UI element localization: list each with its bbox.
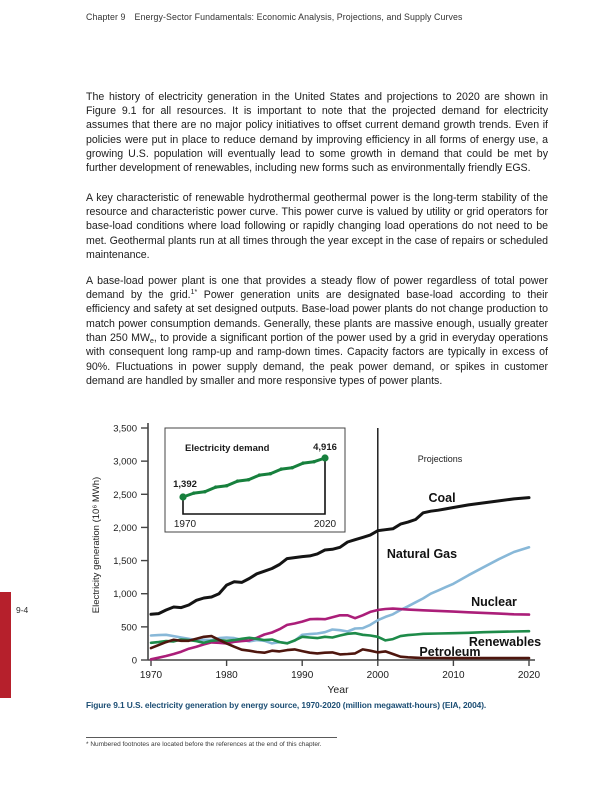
inset-demand-marker [236, 479, 239, 482]
series-label-renewables: Renewables [468, 635, 542, 649]
inset-demand-marker [280, 467, 283, 470]
chapter-header [86, 12, 556, 22]
x-tick-label: 2020 [517, 670, 541, 681]
page-edge-accent-bar [0, 592, 11, 698]
page-number: 9-4 [16, 605, 29, 615]
x-tick-label: 1980 [215, 670, 238, 681]
inset-demand-marker [291, 466, 294, 469]
mw-subscript: e [149, 337, 154, 345]
series-label-nuclear: Nuclear [471, 595, 517, 609]
chapter-number: Chapter 9 [86, 12, 126, 22]
series-label-natural-gas: Natural Gas [386, 547, 458, 561]
paragraph-baseload-text3: , to provide a significant portion of the power used by a grid in everyday operations with consequent long ramp-up and ramp-down times. Capacity factors are typically in excess of 90%. Fluctuations in power supply demand, the peak power demand, or spikes in customer demand are handled by smaller and more responsive types of power plants. [86, 331, 548, 387]
inset-demand-marker [247, 478, 250, 481]
y-tick-label: 1,500 [113, 556, 137, 568]
series-label-petroleum: Petroleum [419, 645, 481, 659]
inset-start-point [179, 493, 186, 500]
inset-demand-marker [258, 473, 261, 476]
y-tick-label: 3,500 [113, 423, 137, 435]
x-tick-label: 2000 [366, 670, 389, 681]
inset-demand-marker [269, 472, 272, 475]
y-tick-label: 2,000 [113, 522, 137, 534]
paragraph-geothermal: A key characteristic of renewable hydrothermal geothermal power is the long-term stability of the resource and characteristic power curve. This power curve is valued by utility or grid operators for base-load conditions where load following or rapidly changing load operations do not need to be met. Geothermal plants run at all times through the year except in the case of repairs or scheduled maintenance. [86, 191, 548, 261]
y-tick-label: 3,000 [113, 456, 137, 468]
inset-x-label-end: 2020 [313, 519, 337, 530]
x-tick-label: 1990 [291, 670, 314, 681]
x-tick-label: 1970 [139, 670, 163, 681]
inset-end-value: 4,916 [313, 442, 337, 453]
y-tick-label: 2,500 [113, 489, 137, 501]
inset-title: Electricity demand [185, 443, 270, 454]
y-tick-label: 0 [131, 655, 137, 667]
figure-9-1-chart [85, 405, 545, 695]
inset-demand-marker [192, 491, 195, 494]
chapter-title: Energy-Sector Fundamentals: Economic Analysis, Projections, and Supply Curves [134, 12, 463, 22]
inset-demand-marker [225, 484, 228, 487]
y-axis-label: Electricity generation (10⁶ MWh) [91, 476, 102, 614]
footnote-text: * Numbered footnotes are located before the references at the end of this chapter. [86, 741, 322, 748]
x-axis-label: Year [327, 684, 349, 695]
inset-demand-marker [214, 485, 217, 488]
series-label-coal: Coal [428, 491, 456, 505]
paragraph-baseload-text: A base-load power plant is one that provides a steady flow of power regardless of total power demand by the grid. [86, 274, 548, 301]
paragraph-baseload [86, 274, 548, 389]
inset-demand-marker [203, 490, 206, 493]
inset-start-value: 1,392 [173, 479, 197, 490]
inset-demand-marker [312, 460, 315, 463]
projections-annotation: Projections [417, 454, 463, 464]
inset-demand-marker [301, 461, 304, 464]
inset-x-label-start: 1970 [173, 519, 197, 530]
inset-end-point [321, 454, 328, 461]
y-tick-label: 1,000 [113, 589, 137, 601]
y-tick-label: 500 [121, 622, 137, 634]
figure-caption: Figure 9.1 U.S. electricity generation by energy source, 1970-2020 (million megawatt-hours) (EIA, 2004). [86, 700, 487, 710]
x-tick-label: 2010 [442, 670, 465, 681]
footnote-divider [86, 737, 337, 738]
footnote-marker: 1* [190, 288, 198, 296]
paragraph-history: The history of electricity generation in the United States and projections to 2020 are shown in Figure 9.1 for all resources. It is important to note that the projected demand for electricity assumes that there are no major policy initiatives to offset current demand growth trends. Even if policies were put in place to reduce demand by improving efficiency in all forms of energy use, a growing U.S. population will eventually lead to some growth in demand that could be met by further development of renewables, including new forms such as environmentally friendly EGS. [86, 90, 548, 175]
paragraph-baseload-text2: Power generation units are designated base-load according to their efficiency and safety at set designed outputs. Base-load power plants do not change production to match power consumption demands. Generally, these plants are massive enough, usually greater than 250 MW [86, 288, 549, 344]
